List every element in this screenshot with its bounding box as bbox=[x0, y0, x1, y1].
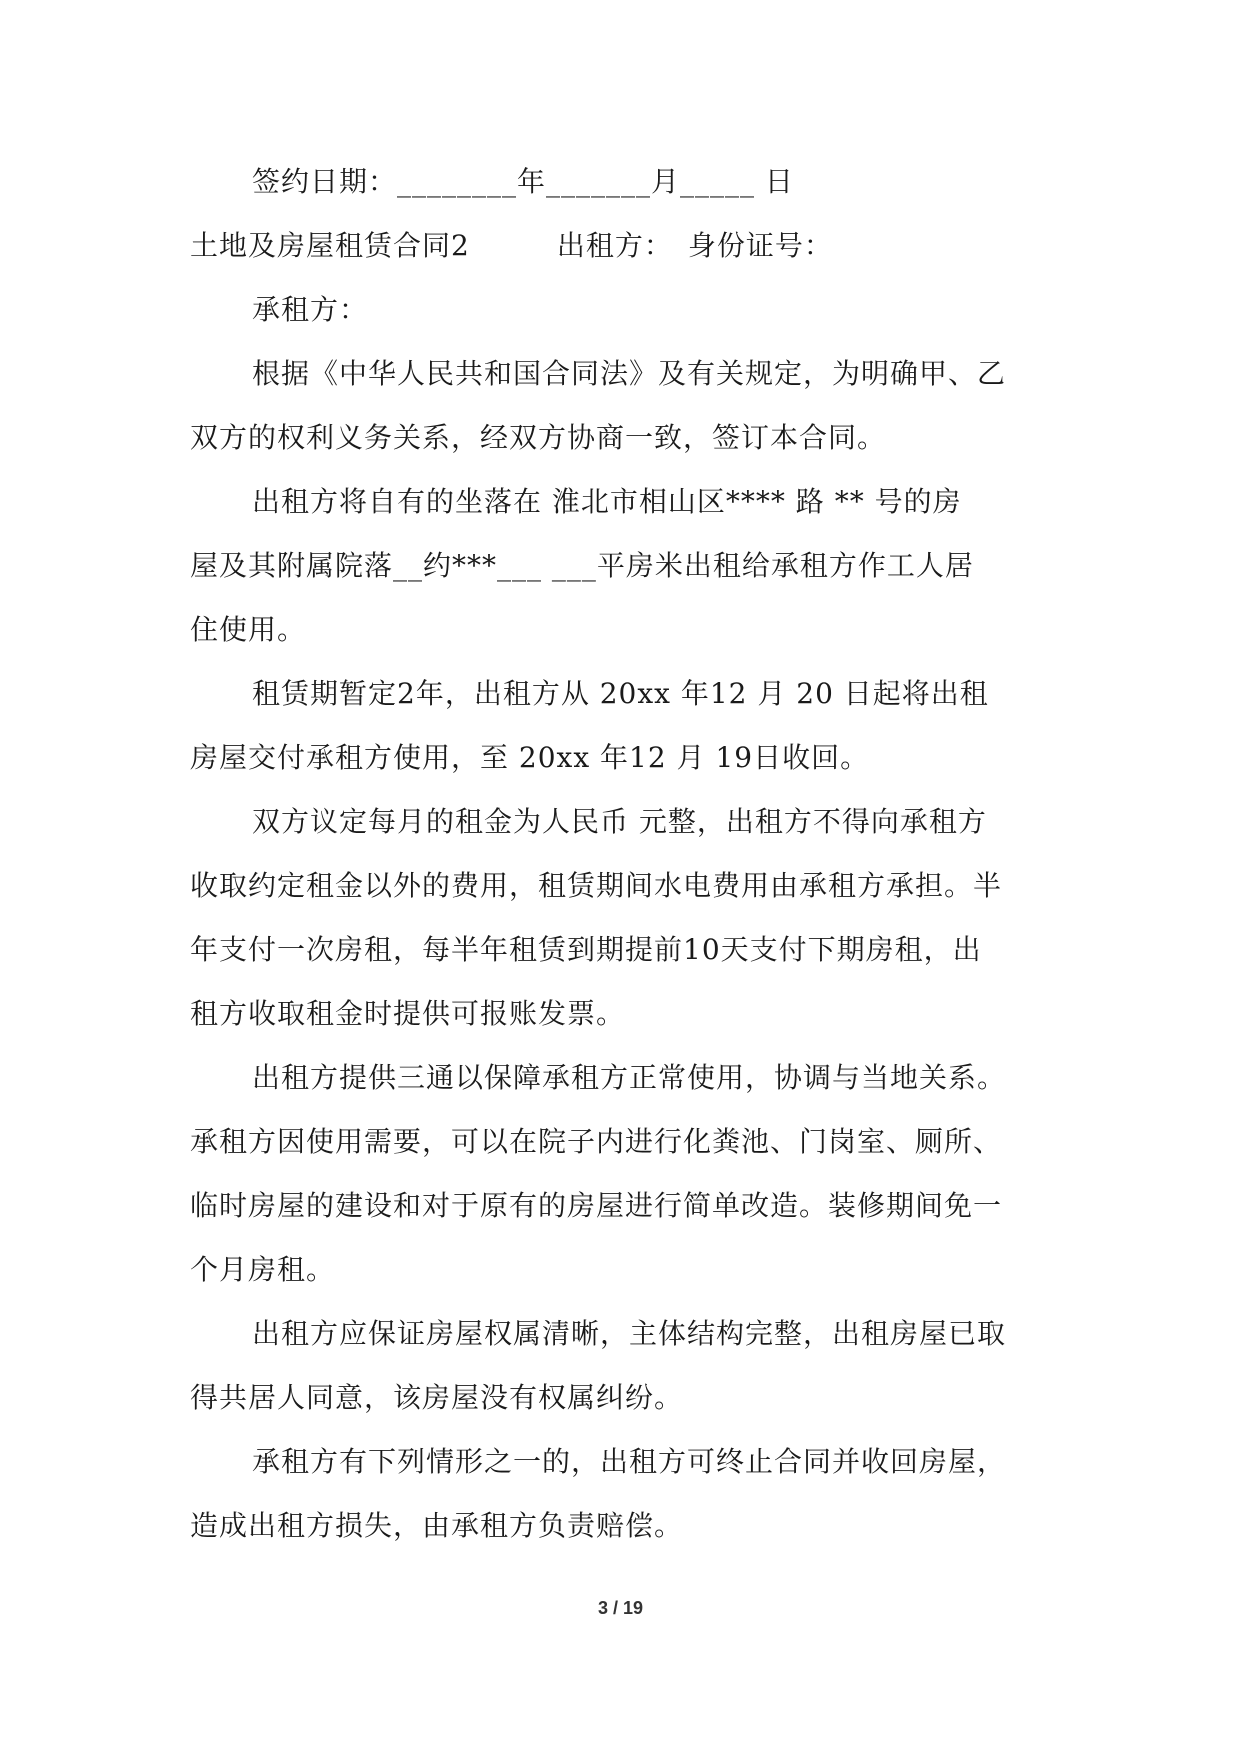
paragraph-line: 根据《中华人民共和国合同法》及有关规定，为明确甲、乙 bbox=[252, 357, 1007, 390]
signing-date-line: 签约日期：________年_______月_____ 日 bbox=[252, 165, 794, 198]
paragraph-line: 租方收取租金时提供可报账发票。 bbox=[190, 997, 626, 1030]
paragraph-line: 临时房屋的建设和对于原有的房屋进行简单改造。装修期间免一 bbox=[190, 1189, 1003, 1222]
lessee-line: 承租方： bbox=[252, 293, 369, 326]
paragraph-line: 得共居人同意，该房屋没有权属纠纷。 bbox=[190, 1381, 684, 1414]
contract-title-line: 土地及房屋租赁合同2 出租方： 身份证号： bbox=[190, 229, 833, 262]
page-number: 3 / 19 bbox=[597, 1598, 644, 1618]
paragraph-line: 出租方将自有的坐落在 淮北市相山区**** 路 ** 号的房 bbox=[252, 485, 962, 518]
paragraph-line: 出租方应保证房屋权属清晰，主体结构完整，出租房屋已取 bbox=[252, 1317, 1007, 1350]
paragraph-line: 房屋交付承租方使用，至 20xx 年12 月 19日收回。 bbox=[190, 741, 870, 774]
paragraph-line: 个月房租。 bbox=[190, 1253, 336, 1286]
paragraph-line: 年支付一次房租，每半年租赁到期提前10天支付下期房租，出 bbox=[190, 933, 982, 966]
paragraph-line: 租赁期暂定2年，出租方从 20xx 年12 月 20 日起将出租 bbox=[252, 677, 989, 710]
paragraph-line: 住使用。 bbox=[190, 613, 307, 646]
paragraph-line: 承租方有下列情形之一的，出租方可终止合同并收回房屋， bbox=[252, 1445, 1007, 1478]
paragraph-line: 屋及其附属院落__约***___ ___平房米出租给承租方作工人居 bbox=[190, 549, 974, 582]
paragraph-line: 双方的权利义务关系，经双方协商一致，签订本合同。 bbox=[190, 421, 887, 454]
paragraph-line: 双方议定每月的租金为人民币 元整，出租方不得向承租方 bbox=[252, 805, 987, 838]
paragraph-line: 出租方提供三通以保障承租方正常使用，协调与当地关系。 bbox=[252, 1061, 1007, 1094]
paragraph-line: 造成出租方损失，由承租方负责赔偿。 bbox=[190, 1509, 684, 1542]
paragraph-line: 收取约定租金以外的费用，租赁期间水电费用由承租方承担。半 bbox=[190, 869, 1003, 902]
paragraph-line: 承租方因使用需要，可以在院子内进行化粪池、门岗室、厕所、 bbox=[190, 1125, 1003, 1158]
